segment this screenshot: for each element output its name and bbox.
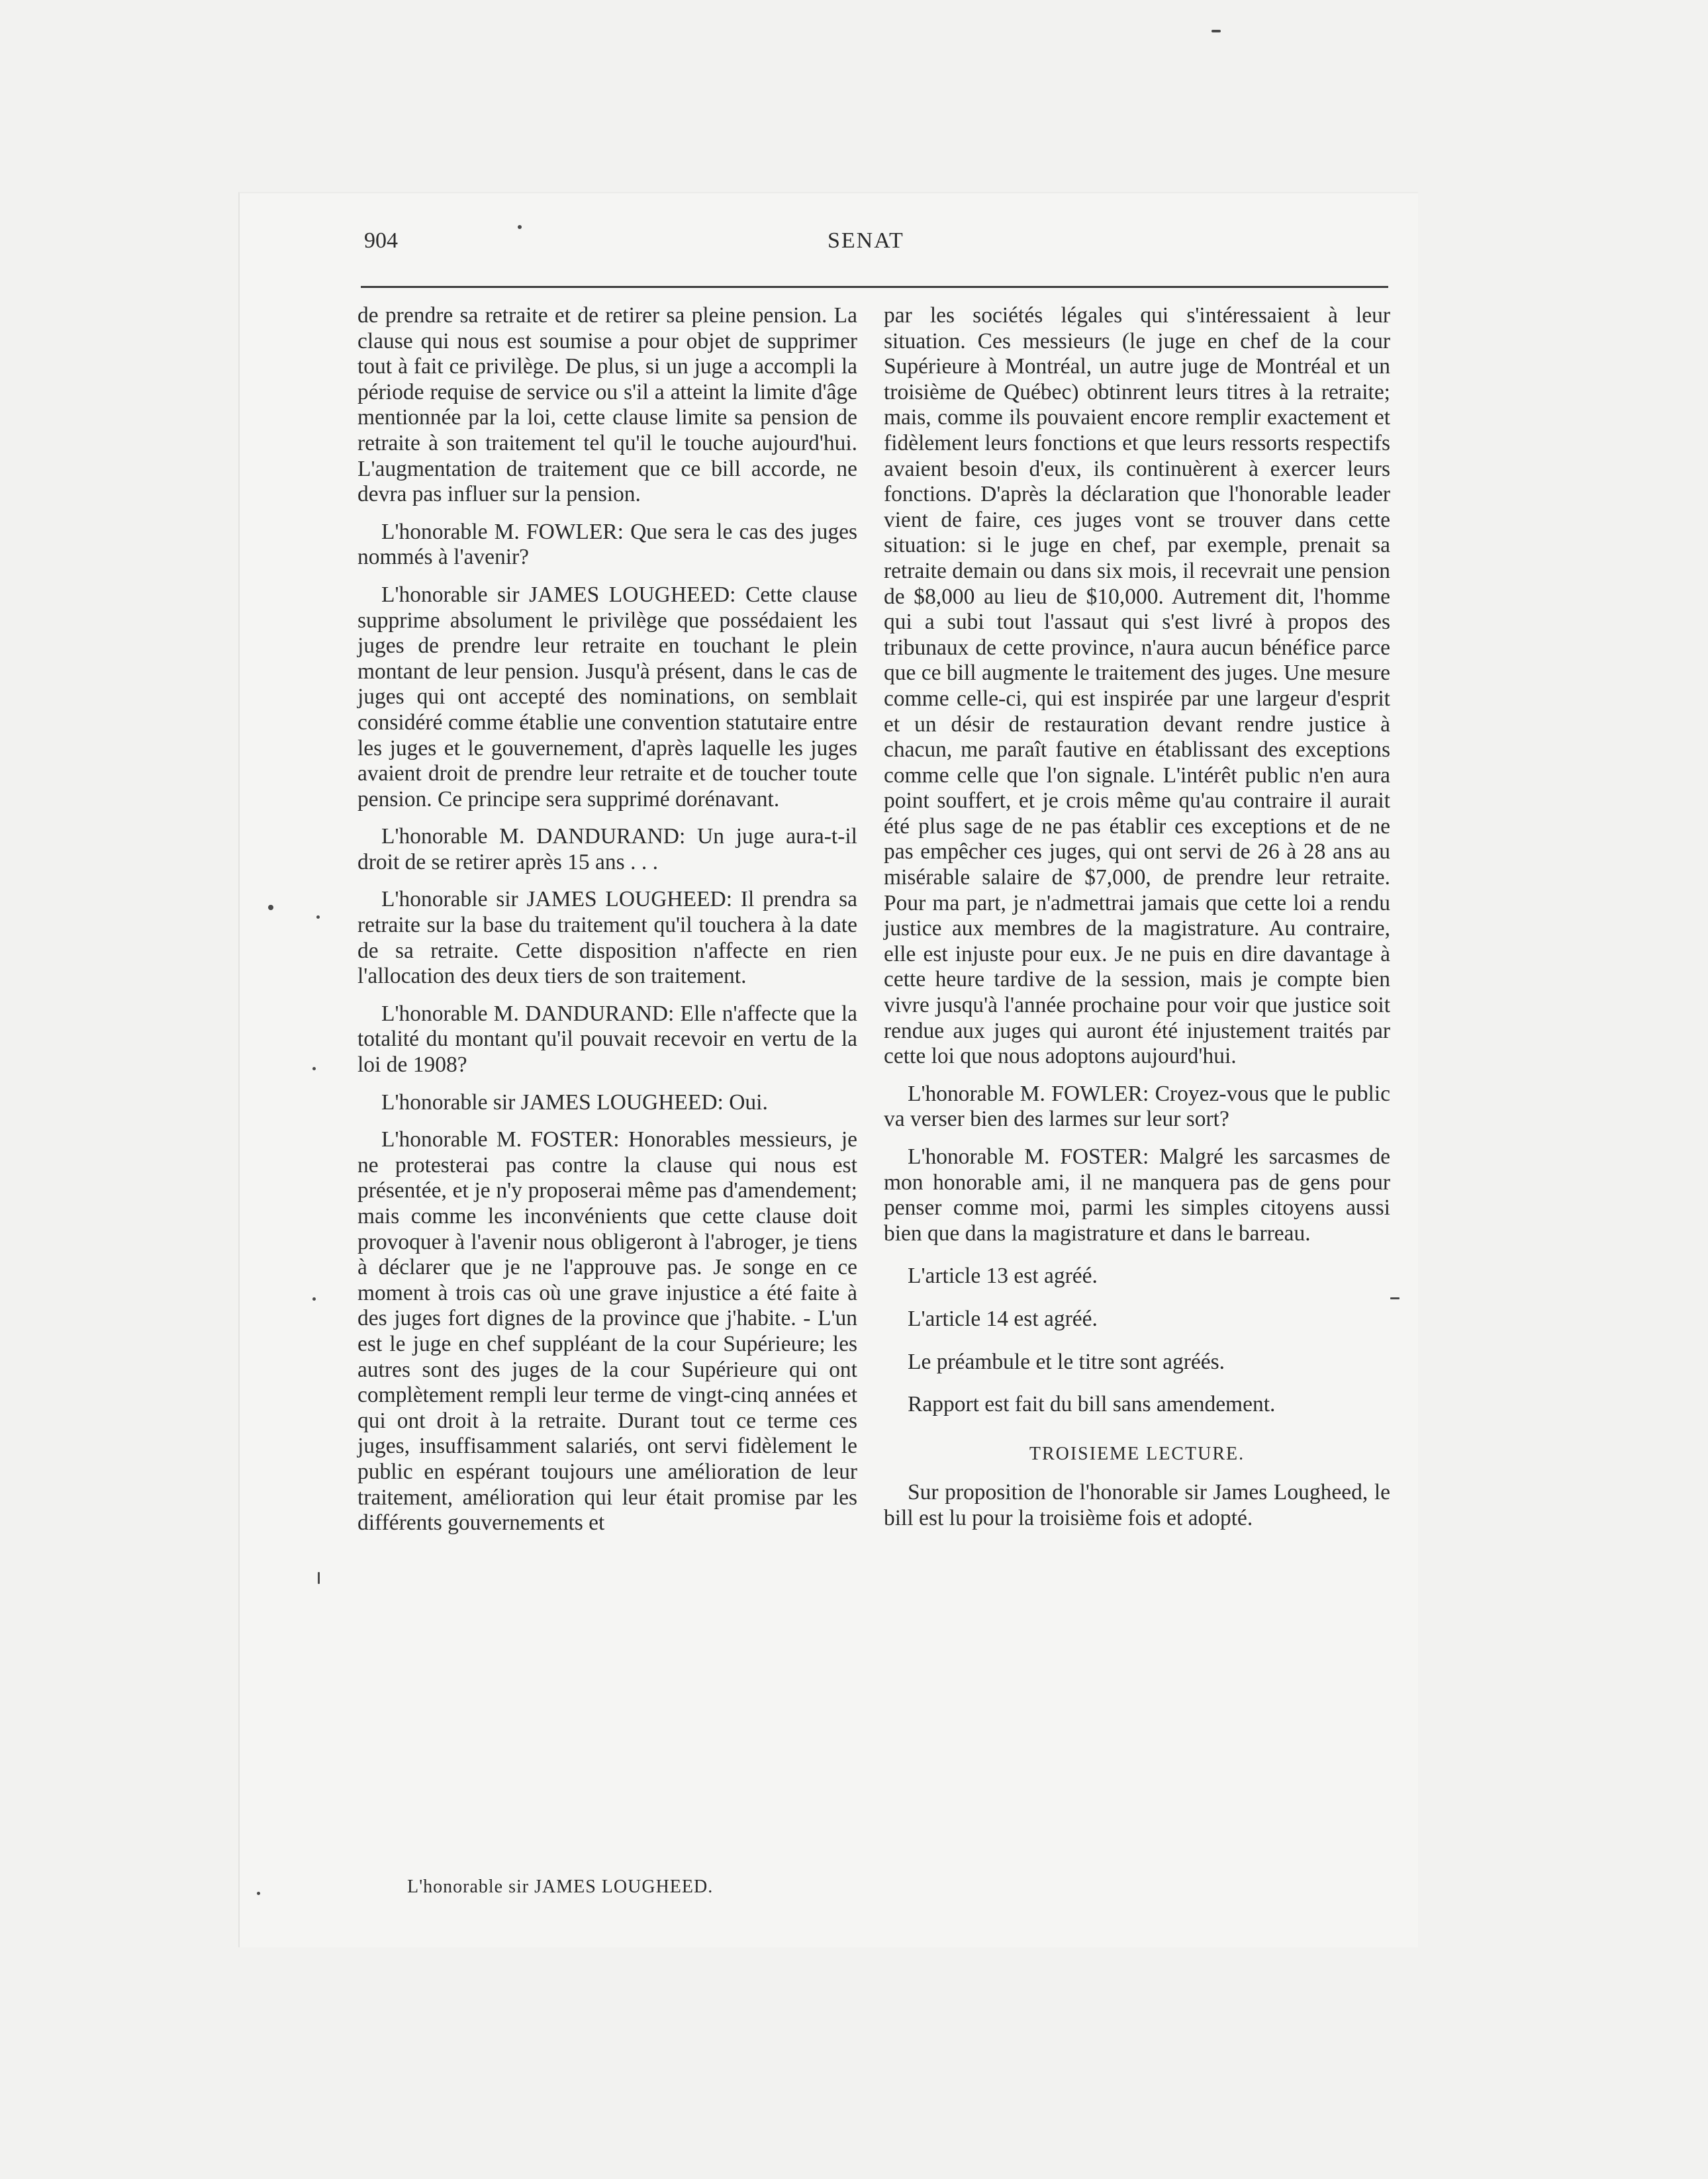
- scan-speck: [1390, 1297, 1400, 1299]
- scan-speck: [312, 1067, 316, 1070]
- scan-speck: [518, 225, 522, 229]
- header-rule: [361, 286, 1388, 288]
- paragraph: Sur proposition de l'honorable sir James Lougheed, le bill est lu pour la troisième fois et adopté.: [884, 1480, 1390, 1530]
- paragraph: L'honorable M. FOSTER: Malgré les sarcasmes de mon honorable ami, il ne manquera pas de gens pour penser comme moi, parmi les simples citoyens aussi bien que dans la magistrature et dans le barreau.: [884, 1144, 1390, 1246]
- paragraph: L'honorable M. FOSTER: Honorables messieurs, je ne protesterai pas contre la clause qui nous est présentée, et je n'y proposerai même pas d'amendement; mais comme les inconvénients que cette clause doit provoquer à l'avenir nous obligeront à l'abroger, je tiens à déclarer que je ne l'approuve pas. Je songe en ce moment à trois cas où une grave injustice a été faite à des juges fort dignes de la province que j'habite. - L'un est le juge en chef suppléant de la cour Supérieure; les autres sont des juges de la cour Supérieure qui ont complètement rempli leur terme de vingt-cinq années et qui ont droit à la retraite. Durant tout ce terme ces juges, insuffisamment salariés, ont servi fidèlement le public en espérant toujours une amélioration de leur traitement, amélioration qui leur était promise par les différents gouvernements et: [357, 1127, 857, 1536]
- paragraph: L'article 14 est agréé.: [908, 1306, 1098, 1331]
- paragraph: L'honorable M. FOWLER: Croyez-vous que le public va verser bien des larmes sur leur sort?: [884, 1081, 1390, 1132]
- paragraph: L'honorable M. FOWLER: Que sera le cas des juges nommés à l'avenir?: [357, 519, 857, 570]
- paragraph: L'honorable M. DANDURAND: Elle n'affecte que la totalité du montant qu'il pouvait recevoir en vertu de la loi de 1908?: [357, 1001, 857, 1078]
- paragraph: L'honorable sir JAMES LOUGHEED: Oui.: [381, 1090, 768, 1115]
- page-header: [364, 228, 1390, 268]
- scan-speck: [316, 915, 320, 919]
- paragraph: Rapport est fait du bill sans amendement.: [908, 1392, 1276, 1417]
- scan-speck: [312, 1297, 316, 1301]
- paragraph: de prendre sa retraite et de retirer sa pleine pension. La clause qui nous est soumise a pour objet de supprimer tout à fait ce privilège. De plus, si un juge a accompli la période requise de service ou s'il a atteint la limite d'âge mentionnée par la loi, cette clause limite sa pension de retraite à son traitement tel qu'il le touche aujourd'hui. L'augmentation de traitement que ce bill accorde, ne devra pas influer sur la pension.: [357, 303, 857, 507]
- section-heading: TROISIEME LECTURE.: [1029, 1443, 1245, 1464]
- scan-speck: [257, 1892, 260, 1895]
- paragraph: L'honorable M. DANDURAND: Un juge aura-t-il droit de se retirer après 15 ans . . .: [357, 824, 857, 874]
- left-column: [357, 303, 857, 1536]
- page-number: 904: [364, 228, 398, 253]
- paragraph: L'honorable sir JAMES LOUGHEED: Il prendra sa retraite sur la base du traitement qu'il touchera à la date de sa retraite. Cette disposition n'affecte en rien l'allocation des deux tiers de son traitement.: [357, 887, 857, 989]
- column-footer-note: L'honorable sir JAMES LOUGHEED.: [407, 1877, 714, 1897]
- running-title: SENAT: [828, 228, 904, 253]
- paragraph: par les sociétés légales qui s'intéressaient à leur situation. Ces messieurs (le juge en chef de la cour Supérieure à Montréal, un autre juge de Montréal et un troisième de Québec) obtinrent leurs titres à la retraite; mais, comme ils pouvaient encore remplir exactement et fidèlement leurs fonctions et que leurs ressorts respectifs avaient besoin d'eux, ils continuèrent à exercer leurs fonctions. D'après la déclaration que l'honorable leader vient de faire, ces juges vont se trouver dans cette situation: si le juge en chef, par exemple, prenait sa retraite demain ou dans six mois, il recevrait une pension de $8,000 au lieu de $10,000. Autrement dit, l'homme qui a subi tout l'assaut qui s'est livré à propos des tribunaux de cette province, n'aura aucun bénéfice parce que ce bill augmente le traitement des juges. Une mesure comme celle-ci, qui est inspirée par une largeur d'esprit et un désir de restauration devant rendre justice à chacun, me paraît fautive en établissant des exceptions comme celle que l'on signale. L'intérêt public n'en aura point souffert, et je crois même qu'au contraire il aurait été plus sage de ne pas établir ces exceptions et de ne pas empêcher ces juges, qui ont servi de 26 à 28 ans au misérable salaire de $7,000, de prendre leur retraite. Pour ma part, je n'admettrai jamais que cette loi a rendu justice aux membres de la magistrature. Au contraire, elle est injuste pour eux. Je ne puis en dire davantage à cette heure tardive de la session, mais je compte bien vivre jusqu'à l'année prochaine pour voir que justice soit rendue aux juges qui auront été injustement traités par cette loi que nous adoptons aujourd'hui.: [884, 303, 1390, 1069]
- paragraph: L'article 13 est agréé.: [908, 1264, 1098, 1289]
- scan-speck: [318, 1572, 320, 1584]
- paragraph: L'honorable sir JAMES LOUGHEED: Cette clause supprime absolument le privilège que possédaient les juges de prendre leur retraite en touchant le plein montant de leur pension. Jusqu'à présent, dans le cas de juges qui ont accepté des nominations, on semblait considéré comme établie une convention statutaire entre les juges et le gouvernement, d'après laquelle les juges avaient droit de prendre leur retraite et de toucher toute pension. Ce principe sera supprimé dorénavant.: [357, 582, 857, 811]
- scan-speck: [1211, 30, 1221, 32]
- paragraph: Le préambule et le titre sont agréés.: [908, 1349, 1225, 1374]
- scan-speck: [268, 905, 273, 910]
- right-column: [884, 303, 1390, 1544]
